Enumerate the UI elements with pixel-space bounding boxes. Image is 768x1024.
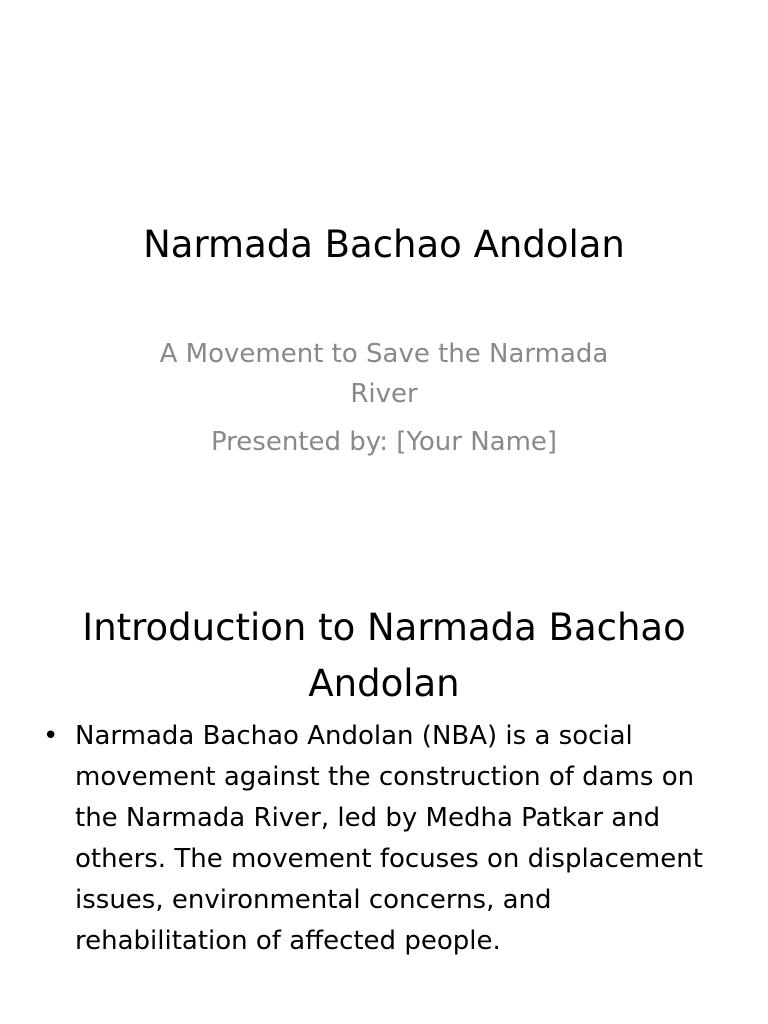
- presentation-title: Narmada Bachao Andolan: [143, 223, 625, 266]
- subtitle-text: A Movement to Save the Narmada River: [159, 339, 609, 409]
- bullet-icon: •: [43, 721, 59, 751]
- bullet-text: Narmada Bachao Andolan (NBA) is a social movement against the construction of dams on the Narmada River, led by Medha Patkar and others. The movement focuses on displacement issues, environmental concerns, and rehabilitation of affected people.: [75, 721, 703, 956]
- intro-slide: [0, 576, 768, 1024]
- slide-heading: Introduction to Narmada Bachao Andolan: [82, 606, 686, 705]
- list-item: [40, 716, 728, 962]
- subtitle-block: [134, 334, 634, 462]
- bullet-list: [40, 716, 728, 962]
- presenter-text: Presented by: [Your Name]: [210, 427, 558, 457]
